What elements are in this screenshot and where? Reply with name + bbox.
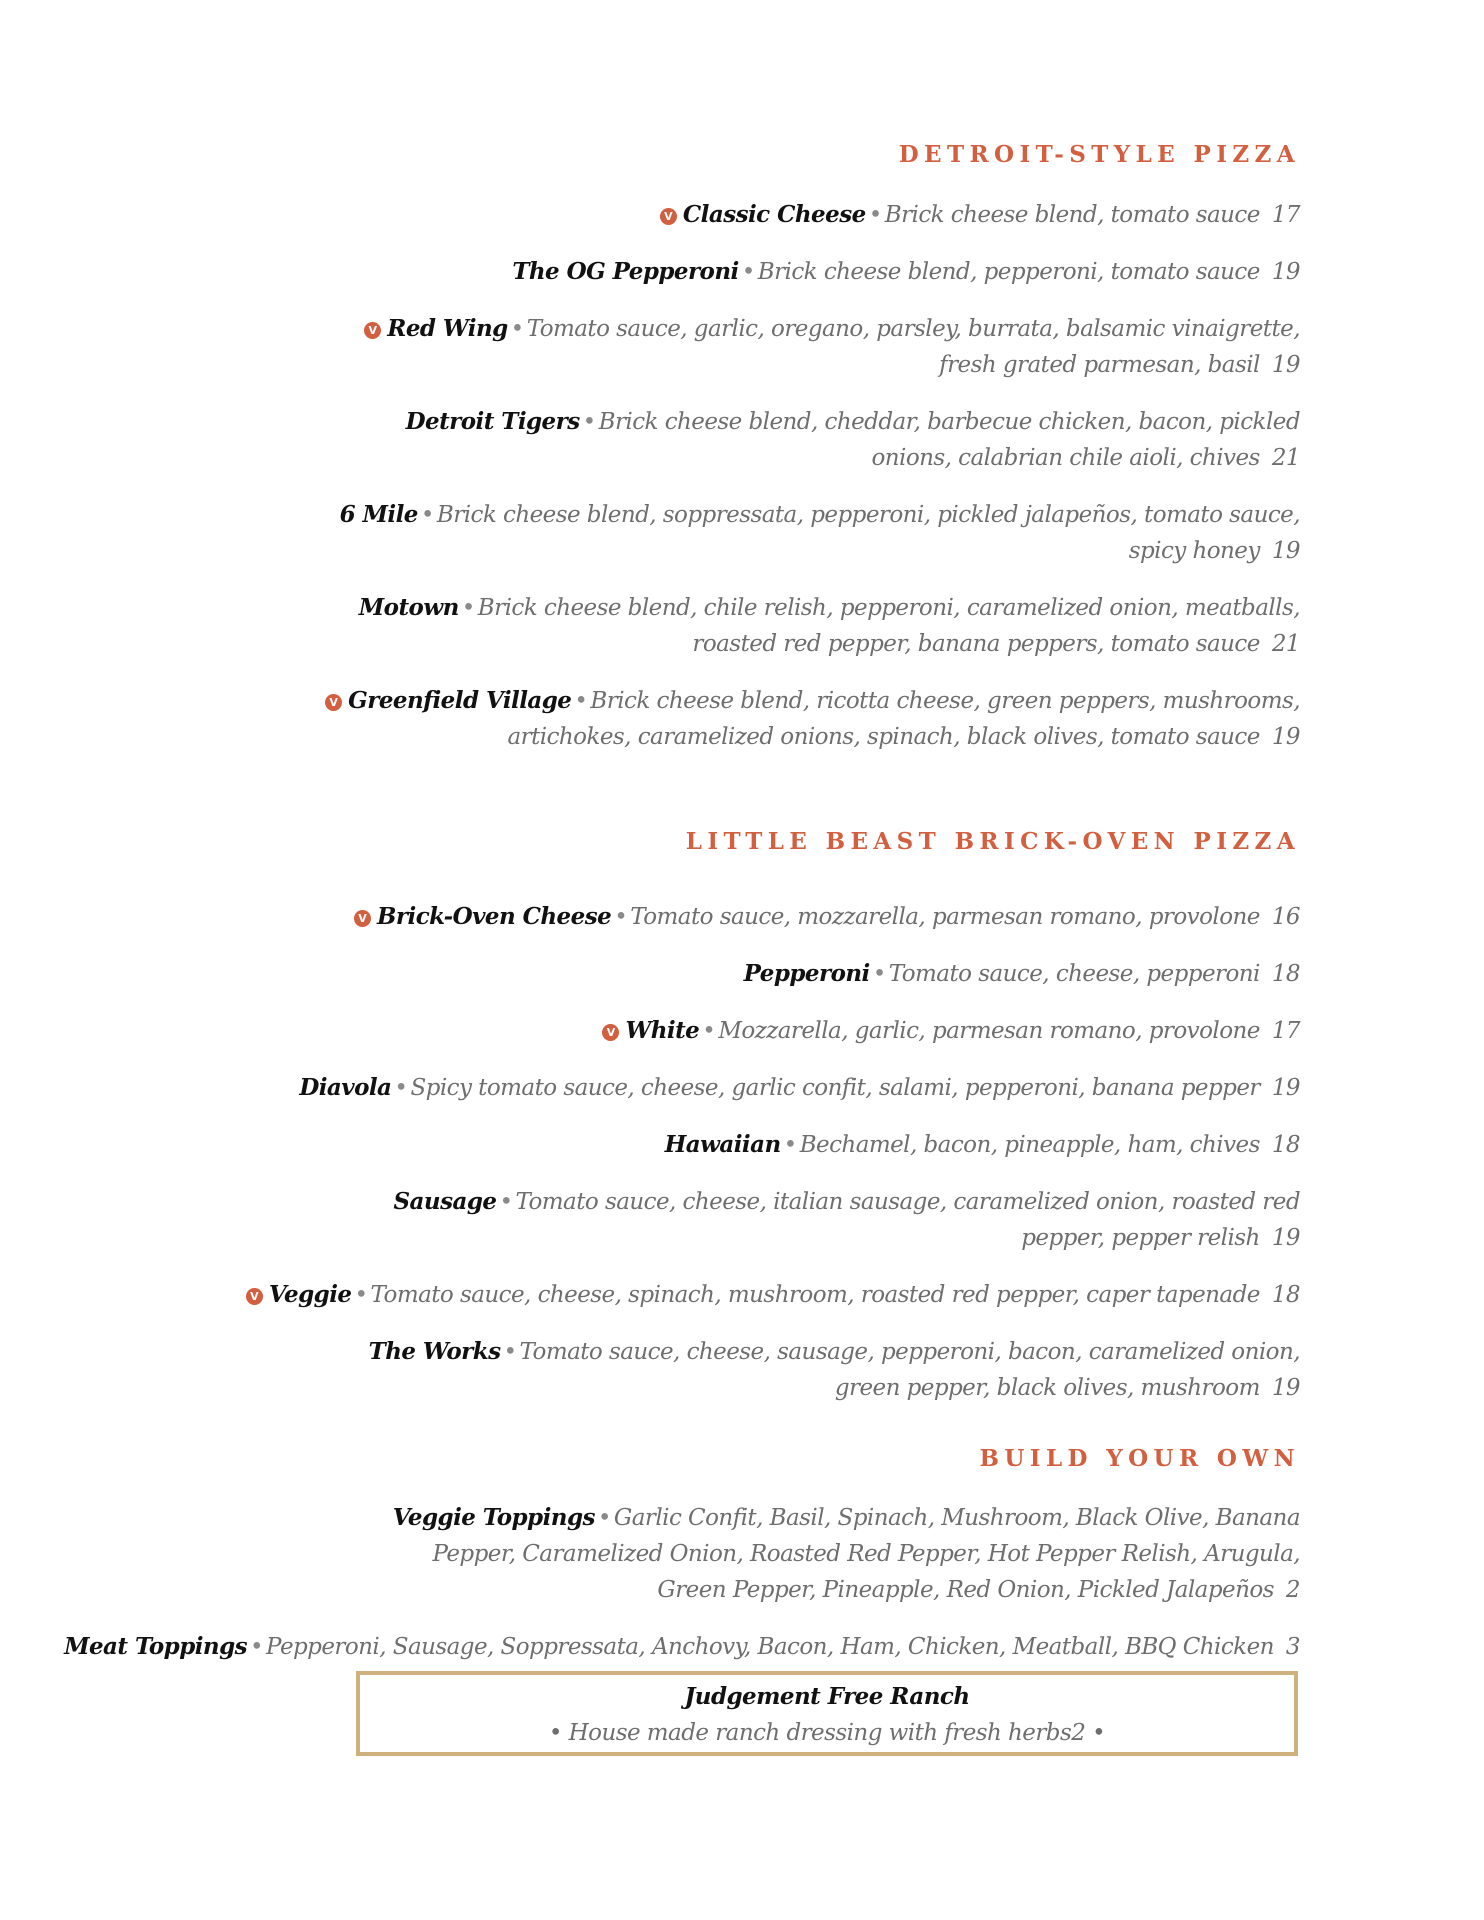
menu-item-6-mile: 6 Mile • Brick cheese blend, soppressata, pepperoni, pickled jalapeños, tomato sauce, spicy honey 19	[339, 501, 1300, 564]
item-description: Tomato sauce, garlic, oregano, parsley, burrata, balsamic vinaigrette,	[526, 316, 1300, 342]
item-price: 21	[1271, 445, 1300, 471]
item-price: 19	[1271, 724, 1300, 750]
menu-item-diavola: Diavola • Spicy tomato sauce, cheese, garlic confit, salami, pepperoni, banana pepper 19	[299, 1074, 1300, 1101]
item-description: Brick cheese blend, pepperoni, tomato sauce	[757, 259, 1260, 285]
menu-item-sausage: Sausage • Tomato sauce, cheese, italian sausage, caramelized onion, roasted red pepper, pepper relish 19	[393, 1188, 1300, 1251]
menu-item-the-works: The Works • Tomato sauce, cheese, sausage, pepperoni, bacon, caramelized onion, green pepper, black olives, mushroom 19	[368, 1338, 1300, 1401]
ranch-price: 2	[1071, 1720, 1086, 1746]
item-name: Sausage	[393, 1188, 497, 1215]
section-heading-brick-oven: LITTLE BEAST BRICK-OVEN PIZZA	[685, 828, 1300, 855]
menu-item-motown: Motown • Brick cheese blend, chile relish, pepperoni, caramelized onion, meatballs, roasted red pepper, banana peppers, tomato sauce 21	[358, 594, 1300, 657]
item-price: 16	[1271, 904, 1300, 930]
menu-item-brick-oven-cheese: V Brick-Oven Cheese • Tomato sauce, mozzarella, parmesan romano, provolone 16	[354, 899, 1300, 935]
item-description-continued: roasted red pepper, banana peppers, tomato sauce	[692, 631, 1260, 657]
item-description: Brick cheese blend, cheddar, barbecue chicken, bacon, pickled	[598, 409, 1300, 435]
item-name: 6 Mile	[339, 501, 418, 528]
item-price: 2	[1285, 1577, 1300, 1603]
menu-item-hawaiian: Hawaiian • Bechamel, bacon, pineapple, ham, chives 18	[664, 1131, 1300, 1158]
item-price: 19	[1271, 352, 1300, 378]
menu-item-pepperoni: Pepperoni • Tomato sauce, cheese, pepperoni 18	[743, 960, 1300, 987]
item-description: Pepperoni, Sausage, Soppressata, Anchovy, Bacon, Ham, Chicken, Meatball, BBQ Chicken	[266, 1634, 1274, 1660]
item-name: Detroit Tigers	[405, 408, 580, 435]
item-description-continued: spicy honey	[1128, 538, 1260, 564]
item-description-continued: Pepper, Caramelized Onion, Roasted Red Pepper, Hot Pepper Relish, Arugula,	[432, 1541, 1300, 1567]
menu-item-detroit-tigers: Detroit Tigers • Brick cheese blend, cheddar, barbecue chicken, bacon, pickled onions, calabrian chile aioli, chives 21	[405, 408, 1300, 471]
item-price: 19	[1271, 1375, 1300, 1401]
item-name: Veggie Toppings	[392, 1504, 595, 1531]
item-description: Mozzarella, garlic, parmesan romano, provolone	[718, 1018, 1260, 1044]
item-description: Bechamel, bacon, pineapple, ham, chives	[799, 1132, 1260, 1158]
item-price: 18	[1271, 961, 1300, 987]
item-name: Red Wing	[387, 315, 508, 342]
item-description: Tomato sauce, cheese, italian sausage, caramelized onion, roasted red	[515, 1189, 1300, 1215]
item-price: 17	[1271, 1018, 1300, 1044]
vegetarian-icon: V	[354, 910, 371, 927]
item-description-continued: green pepper, black olives, mushroom	[834, 1375, 1260, 1401]
item-description: Tomato sauce, mozzarella, parmesan romano, provolone	[630, 904, 1260, 930]
item-name: Hawaiian	[664, 1131, 781, 1158]
item-price: 19	[1271, 538, 1300, 564]
vegetarian-icon: V	[325, 694, 342, 711]
vegetarian-icon: V	[246, 1288, 263, 1305]
item-description-continued: pepper, pepper relish	[1021, 1225, 1260, 1251]
menu-item-classic-cheese: V Classic Cheese • Brick cheese blend, tomato sauce 17	[660, 197, 1300, 233]
item-price: 19	[1271, 1075, 1300, 1101]
item-description: Tomato sauce, cheese, sausage, pepperoni, bacon, caramelized onion,	[519, 1339, 1300, 1365]
menu-item-meat-toppings: Meat Toppings • Pepperoni, Sausage, Soppressata, Anchovy, Bacon, Ham, Chicken, Meatball, BBQ Chicken 3	[64, 1633, 1300, 1660]
item-name: The Works	[368, 1338, 501, 1365]
section-heading-detroit-style: DETROIT-STYLE PIZZA	[898, 141, 1300, 168]
item-description: Brick cheese blend, tomato sauce	[884, 202, 1260, 228]
ranch-callout-box	[356, 1671, 1298, 1756]
item-name: Classic Cheese	[682, 201, 866, 228]
item-description: Brick cheese blend, soppressata, pepperoni, pickled jalapeños, tomato sauce,	[436, 502, 1300, 528]
vegetarian-icon: V	[660, 208, 677, 225]
item-name: Meat Toppings	[64, 1633, 248, 1660]
menu-item-greenfield-village: V Greenfield Village • Brick cheese blend, ricotta cheese, green peppers, mushrooms, artichokes, caramelized onions, spinach, black olives, tomato sauce 19	[325, 683, 1300, 755]
item-description-continued: artichokes, caramelized onions, spinach, black olives, tomato sauce	[507, 724, 1260, 750]
menu-item-white: V White • Mozzarella, garlic, parmesan romano, provolone 17	[602, 1013, 1300, 1049]
item-description: Spicy tomato sauce, cheese, garlic confit, salami, pepperoni, banana pepper	[410, 1075, 1260, 1101]
item-description: Tomato sauce, cheese, pepperoni	[888, 961, 1260, 987]
ranch-description-line: • House made ranch dressing with fresh herbs2 •	[548, 1720, 1106, 1746]
item-name: Motown	[358, 594, 459, 621]
item-description-continued: fresh grated parmesan, basil	[939, 352, 1260, 378]
item-price: 17	[1271, 202, 1300, 228]
item-description-continued: Green Pepper, Pineapple, Red Onion, Pickled Jalapeños	[657, 1577, 1274, 1603]
item-name: Veggie	[268, 1281, 352, 1308]
item-price: 3	[1285, 1634, 1300, 1660]
section-heading-build-your-own: BUILD YOUR OWN	[979, 1445, 1300, 1472]
menu-item-veggie-toppings: Veggie Toppings • Garlic Confit, Basil, Spinach, Mushroom, Black Olive, Banana Pepper, Caramelized Onion, Roasted Red Pepper, Hot Pepper Relish, Arugula, Green Pepper, Pineapple, Red Onion, Pickled Jalapeños 2	[392, 1504, 1300, 1603]
item-price: 18	[1271, 1132, 1300, 1158]
vegetarian-icon: V	[602, 1024, 619, 1041]
ranch-description: House made ranch dressing with fresh herbs	[568, 1720, 1072, 1746]
item-name: Brick-Oven Cheese	[377, 903, 612, 930]
menu-item-veggie: V Veggie • Tomato sauce, cheese, spinach, mushroom, roasted red pepper, caper tapenade 18	[246, 1277, 1300, 1313]
menu-item-red-wing: V Red Wing • Tomato sauce, garlic, oregano, parsley, burrata, balsamic vinaigrette, fresh grated parmesan, basil 19	[364, 311, 1300, 383]
item-name: Pepperoni	[743, 960, 870, 987]
item-name: Greenfield Village	[348, 687, 572, 714]
item-description: Tomato sauce, cheese, spinach, mushroom, roasted red pepper, caper tapenade	[370, 1282, 1260, 1308]
item-description: Garlic Confit, Basil, Spinach, Mushroom, Black Olive, Banana	[613, 1505, 1300, 1531]
item-price: 18	[1271, 1282, 1300, 1308]
vegetarian-icon: V	[364, 322, 381, 339]
item-description: Brick cheese blend, chile relish, pepperoni, caramelized onion, meatballs,	[477, 595, 1300, 621]
item-price: 19	[1271, 1225, 1300, 1251]
item-description: Brick cheese blend, ricotta cheese, green peppers, mushrooms,	[590, 688, 1300, 714]
item-price: 19	[1271, 259, 1300, 285]
item-name: Diavola	[299, 1074, 392, 1101]
item-description-continued: onions, calabrian chile aioli, chives	[871, 445, 1260, 471]
item-name: The OG Pepperoni	[512, 258, 739, 285]
ranch-name: Judgement Free Ranch	[684, 1683, 970, 1710]
menu-item-og-pepperoni: The OG Pepperoni • Brick cheese blend, pepperoni, tomato sauce 19	[512, 258, 1300, 285]
item-name: White	[625, 1017, 700, 1044]
item-price: 21	[1271, 631, 1300, 657]
